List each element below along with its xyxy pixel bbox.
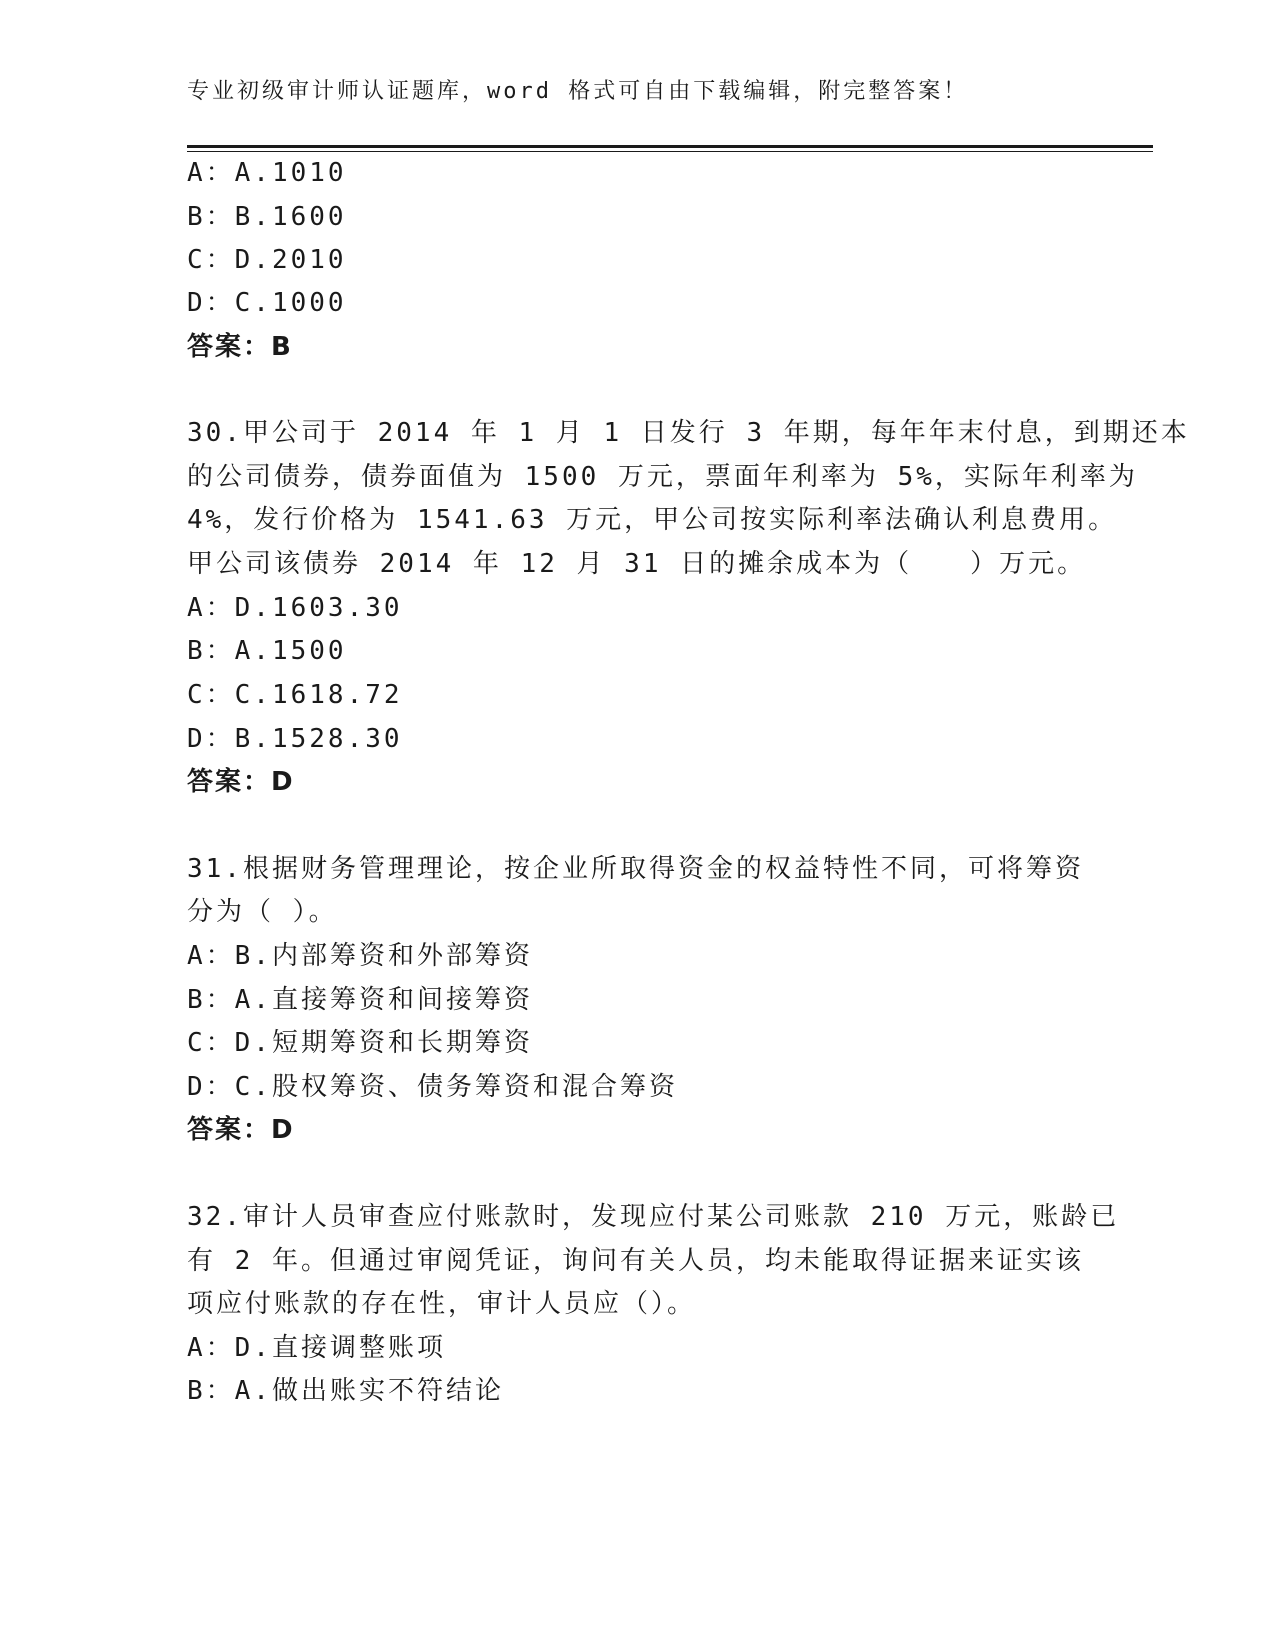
q29-option-d: D：C.1000 (187, 288, 347, 318)
q31-option-a: A：B.内部筹资和外部筹资 (187, 941, 533, 971)
q31-option-b: B：A.直接筹资和间接筹资 (187, 985, 533, 1015)
q32-option-b: B：A.做出账实不符结论 (187, 1376, 504, 1406)
q32-option-a: A：D.直接调整账项 (187, 1333, 446, 1363)
q30-option-c: C：C.1618.72 (187, 680, 403, 710)
q30-stem-line-3: 4%，发行价格为 1541.63 万元，甲公司按实际利率法确认利息费用。 (187, 505, 1118, 535)
q30-answer: 答案：D (187, 767, 295, 797)
q32-stem-line-3: 项应付账款的存在性，审计人员应（）。 (187, 1289, 697, 1319)
q29-option-b: B：B.1600 (187, 202, 347, 232)
q30-stem-line-2: 的公司债券，债券面值为 1500 万元，票面年利率为 5%，实际年利率为 (187, 462, 1138, 492)
q30-stem-line-4: 甲公司该债券 2014 年 12 月 31 日的摊余成本为（ ）万元。 (187, 549, 1087, 579)
q29-option-a: A：A.1010 (187, 158, 347, 188)
q29-answer: 答案：B (187, 332, 293, 362)
q29-option-c: C：D.2010 (187, 245, 347, 275)
q31-option-c: C：D.短期筹资和长期筹资 (187, 1028, 533, 1058)
header-rule-thick (187, 145, 1153, 148)
header-rule-thin (187, 151, 1153, 152)
q30-option-d: D：B.1528.30 (187, 724, 403, 754)
q31-stem-line-1: 31.根据财务管理理论，按企业所取得资金的权益特性不同，可将筹资 (187, 854, 1084, 884)
q30-option-b: B：A.1500 (187, 636, 347, 666)
q30-option-a: A：D.1603.30 (187, 593, 403, 623)
q32-stem-line-2: 有 2 年。但通过审阅凭证，询问有关人员，均未能取得证据来证实该 (187, 1246, 1084, 1276)
q31-stem-line-2: 分为（ ）。 (187, 897, 338, 927)
q30-stem-line-1: 30.甲公司于 2014 年 1 月 1 日发行 3 年期，每年年末付息，到期还本 (187, 418, 1190, 448)
q31-answer: 答案：D (187, 1115, 295, 1145)
page-header: 专业初级审计师认证题库，word 格式可自由下载编辑，附完整答案！ (187, 79, 969, 104)
q32-stem-line-1: 32.审计人员审查应付账款时，发现应付某公司账款 210 万元，账龄已 (187, 1202, 1120, 1232)
q31-option-d: D：C.股权筹资、债务筹资和混合筹资 (187, 1072, 678, 1102)
